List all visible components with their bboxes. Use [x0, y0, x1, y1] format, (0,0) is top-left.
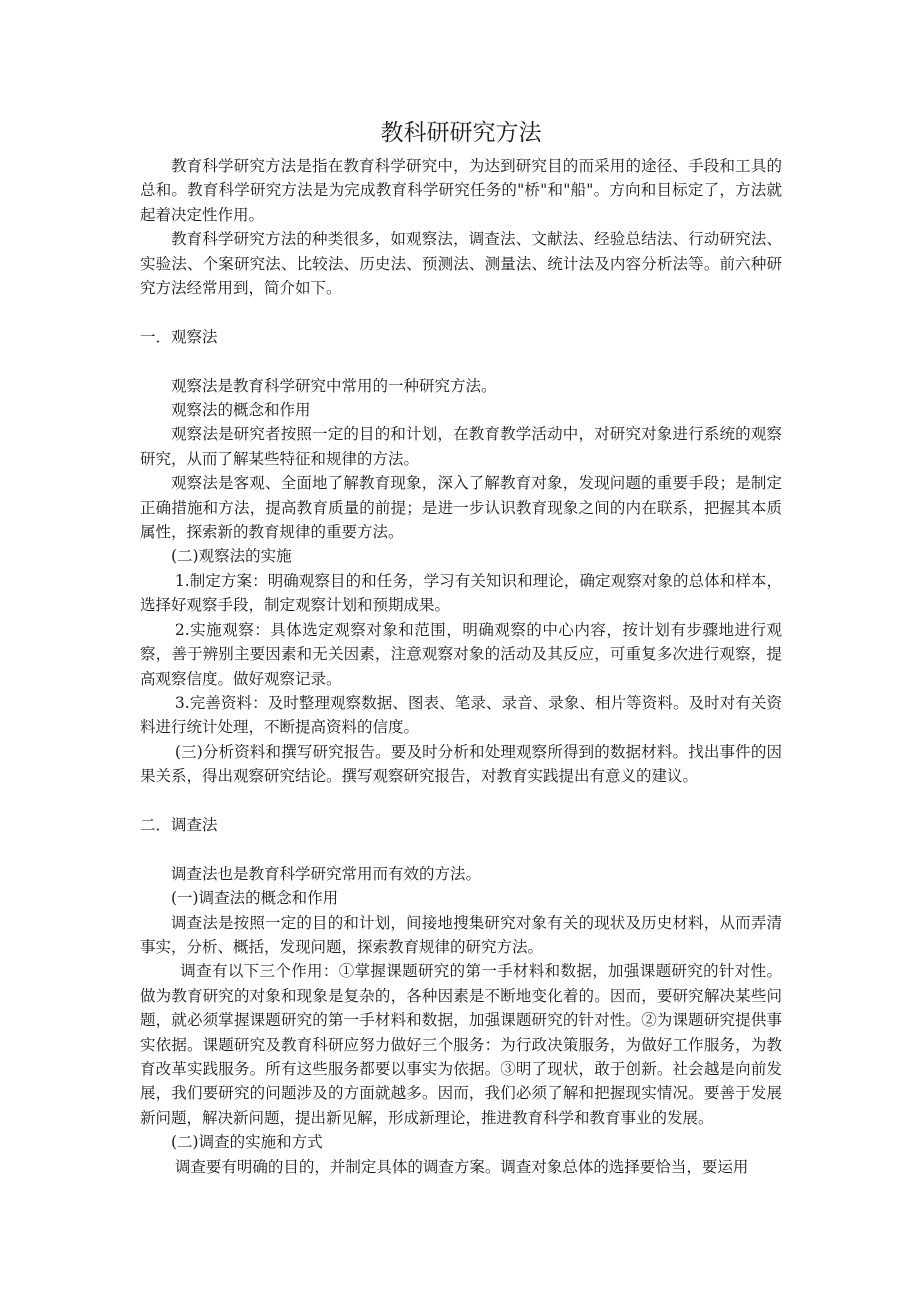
blank-line	[140, 349, 782, 373]
blank-line	[140, 789, 782, 813]
intro-paragraph: 教育科学研究方法的种类很多，如观察法，调查法、文献法、经验总结法、行动研究法、实验法、个案研究法、比较法、历史法、预测法、测量法、统计法及内容分析法等。前六种研究方法经常用到，简介如下。	[140, 230, 782, 298]
paragraph: 调查法是按照一定的目的和计划，间接地搜集研究对象有关的现状及历史材料，从而弄清事实，分析、概括，发现问题，探索教育规律的研究方法。	[140, 913, 782, 956]
document-body	[140, 154, 782, 1179]
subheading: (二)调查的实施和方式	[171, 1133, 323, 1152]
paragraph: 调查要有明确的目的，并制定具体的调查方案。调查对象总体的选择要恰当，要运用	[174, 1157, 749, 1176]
paragraph: 观察法是教育科学研究中常用的一种研究方法。	[171, 376, 497, 395]
section-heading-observation: 一．观察法	[140, 327, 218, 346]
blank-line	[140, 300, 782, 324]
list-item: 2.实施观察：具体选定观察对象和范围，明确观察的中心内容，按计划有步骤地进行观察，善于辨别主要因素和无关因素，注意观察对象的活动及其反应，可重复多次进行观察，提高观察信度。做好观察记录。	[140, 620, 782, 688]
paragraph: (三)分析资料和撰写研究报告。要及时分析和处理观察所得到的数据材料。找出事件的因果关系，得出观察研究结论。撰写观察研究报告，对教育实践提出有意义的建议。	[140, 742, 782, 786]
subheading: 观察法的概念和作用	[171, 401, 311, 420]
paragraph: 观察法是研究者按照一定的目的和计划，在教育教学活动中，对研究对象进行系统的观察研究，从而了解某些特征和规律的方法。	[140, 425, 782, 468]
list-item: 1.制定方案：明确观察目的和任务，学习有关知识和理论，确定观察对象的总体和样本，选择好观察手段，制定观察计划和预期成果。	[140, 571, 782, 615]
paragraph: 观察法是客观、全面地了解教育现象，深入了解教育对象，发现问题的重要手段；是制定正确措施和方法，提高教育质量的前提；是进一步认识教育现象之间的内在联系，把握其本质属性，探索新的教育规律的重要方法。	[140, 474, 782, 542]
paragraph: 调查法也是教育科学研究常用而有效的方法。	[171, 864, 482, 883]
subheading: (二)观察法的实施	[171, 547, 292, 566]
section-heading-survey: 二．调查法	[140, 815, 218, 834]
subheading: (一)调查法的概念和作用	[171, 889, 339, 908]
page-title: 教科研研究方法	[380, 120, 542, 146]
blank-line	[140, 837, 782, 861]
list-item: 3.完善资料：及时整理观察数据、图表、笔录、录音、录象、相片等资料。及时对有关资料进行统计处理，不断提高资料的信度。	[140, 693, 782, 737]
paragraph: 调查有以下三个作用：①掌握课题研究的第一手材料和数据，加强课题研究的针对性。做为教育研究的对象和现象是复杂的，各种因素是不断地变化着的。因而，要研究解决某些问题，就必须掌握课题研究的第一手材料和数据，加强课题研究的针对性。②为课题研究提供事实依据。课题研究及教育科研应努力做好三个服务：为行政决策服务，为做好工作服务，为教育改革实践服务。所有这些服务都要以事实为依据。③明了现状，敢于创新。社会越是向前发展，我们要研究的问题涉及的方面就越多。因而，我们必须了解和把握现实情况。要善于发展新问题，解决新问题，提出新见解，形成新理论，推进教育科学和教育事业的发展。	[140, 962, 782, 1127]
intro-paragraph: 教育科学研究方法是指在教育科学研究中，为达到研究目的而采用的途径、手段和工具的总和。教育科学研究方法是为完成教育科学研究任务的"桥"和"船"。方向和目标定了，方法就起着决定性作用。	[140, 157, 782, 224]
